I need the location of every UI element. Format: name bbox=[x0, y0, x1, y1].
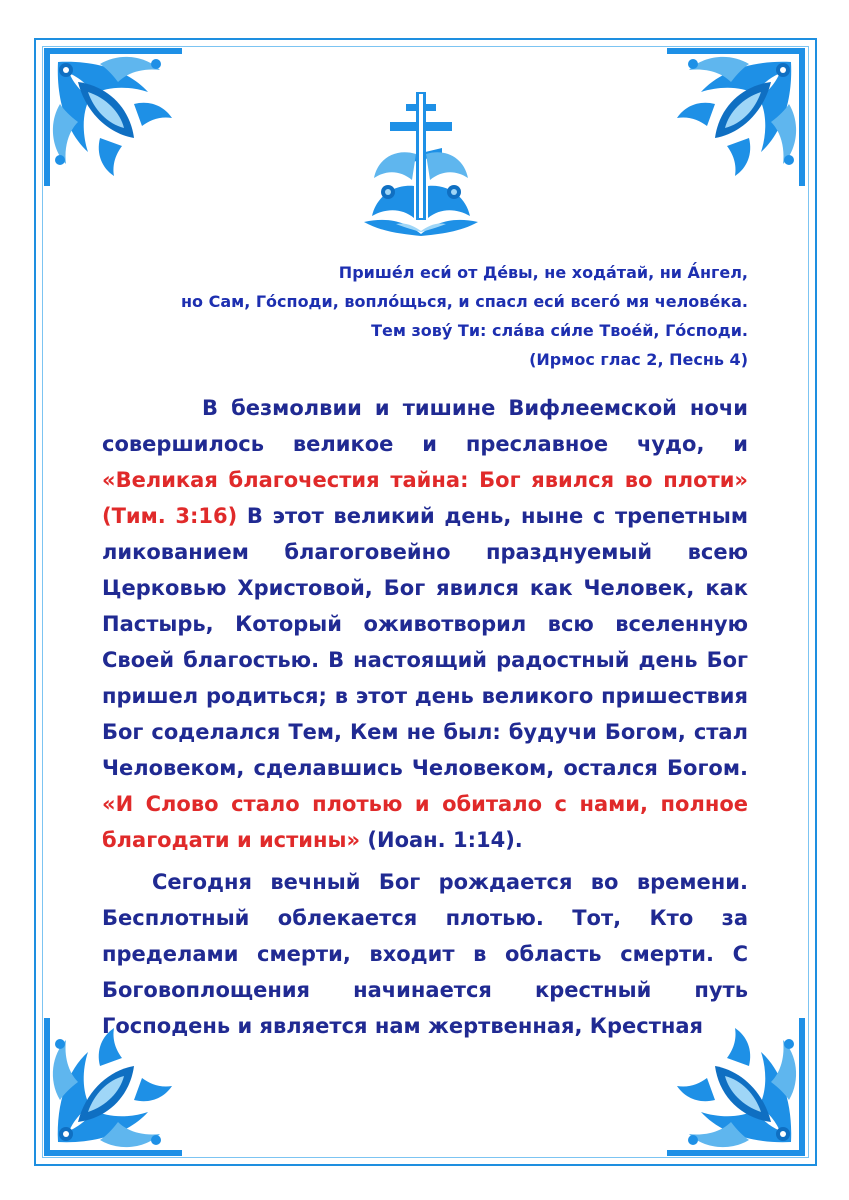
text-run: В этот великий день, ныне с трепетным ликованием благоговейно празднуемый всею Церковью Христовой, Бог явился как Человек, как Пастырь, Который оживотворил всю вселенную Своей благостью. В настоящий радостный день Бог пришел родиться; в этот день великого пришествия Бог соделался Тем, Кем не был: будучи Богом, стал Человеком, сделавшись Человеком, остался Богом. bbox=[102, 504, 749, 780]
text-run: (Иоан. 1:14). bbox=[360, 828, 523, 852]
text-run: В безмолвии и тишине Вифлеемской ночи совершилось великое и преславное чудо, и bbox=[102, 396, 748, 456]
floral-corner-icon bbox=[661, 42, 811, 192]
paragraph-second: Сегодня вечный Бог рождается во времени. Бесплотный облекается плотью. Тот, Кто за пределами смерти, входит в область смерти. С Боговоплощения начинается крестный путь Господень и является нам жертвенная, Крестная bbox=[102, 870, 748, 1038]
scripture-quote: «Великая благочестия тайна: Бог явился во плоти» (Тим. 3:16) bbox=[102, 468, 748, 528]
hymn-epigraph bbox=[150, 258, 748, 374]
floral-corner-icon bbox=[38, 42, 188, 192]
epigraph-line: Тем зову́ Ти: сла́ва си́ле Твое́й, Го́споди. bbox=[371, 321, 748, 340]
paragraph-first bbox=[102, 390, 748, 858]
orthodox-cross-icon bbox=[356, 88, 486, 238]
epigraph-source: (Ирмос глас 2, Песнь 4) bbox=[529, 350, 748, 369]
epigraph-line: Прише́л еси́ от Де́вы, не хода́тай, ни А́нгел, bbox=[338, 263, 748, 282]
epigraph-line: но Сам, Го́споди, вопло́щься, и спасл еси́ всего́ мя челове́ка. bbox=[180, 292, 748, 311]
scripture-quote: «И Слово стало плотью и обитало с нами, полное благодати и истины» bbox=[102, 792, 748, 852]
sermon-text bbox=[102, 390, 748, 1044]
